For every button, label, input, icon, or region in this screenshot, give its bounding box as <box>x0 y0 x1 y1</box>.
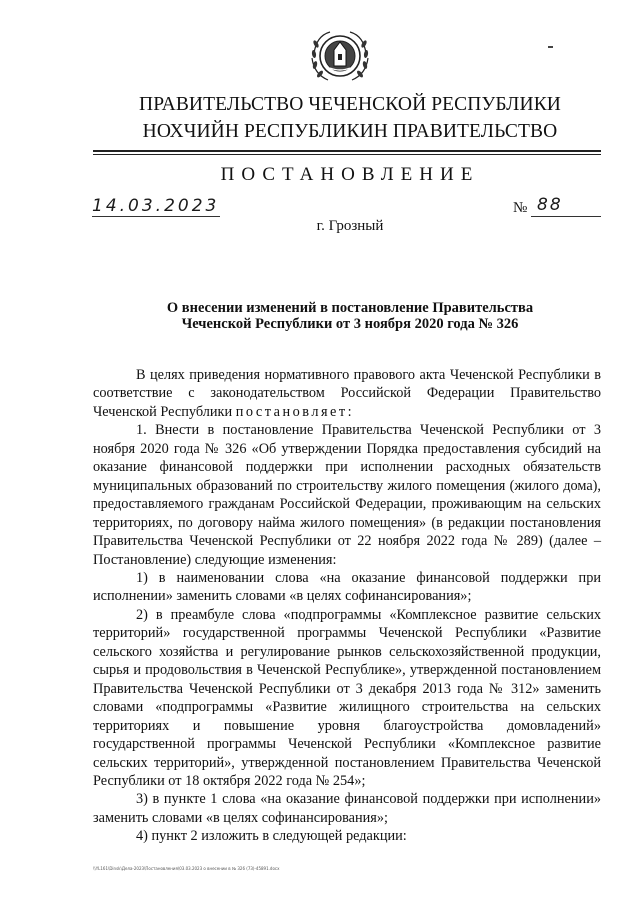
preamble-paragraph <box>93 366 601 421</box>
government-name-ce: НОХЧИЙН РЕСПУБЛИКИН ПРАВИТЕЛЬСТВО <box>142 121 558 142</box>
preamble-end: : <box>347 403 352 420</box>
document-subject <box>130 300 570 332</box>
header-rule-thin <box>93 154 601 155</box>
subitem-3-paragraph: 3) в пункте 1 слова «на оказание финансовой поддержки при исполнении» заменить словами «в целях софинансирования»; <box>93 791 601 826</box>
document-body <box>93 366 601 846</box>
government-name-ru: ПРАВИТЕЛЬСТВО ЧЕЧЕНСКОЙ РЕСПУБЛИКИ <box>139 94 561 115</box>
number-label: № <box>513 200 528 216</box>
item-1-paragraph: 1. Внести в постановление Правительства Чеченской Республики от 3 ноября 2020 года № 326 «Об утверждении Порядка предоставления субсидий на оказание финансовой поддержки при исполнении расходных обязательств муниципальных образований по строительству жилого помещения (жилого дома), предоставляемого гражданам Российской Федерации, проживающим на сельских территориях, по договору найма жилого помещения» (в редакции постановления Правительства Чеченской Республики от 22 ноября 2022 года № 289) (далее – Постановление) следующие изменения: <box>93 422 601 568</box>
preamble-keyword: постановляет <box>235 403 348 420</box>
document-date: 14.03.2023 <box>92 196 220 216</box>
document-city: г. Грозный <box>316 218 384 234</box>
document-number: 88 <box>537 195 563 215</box>
subitem-2-paragraph: 2) в преамбуле слова «подпрограммы «Комплексное развитие сельских территорий» государственной программы Чеченской Республики «Развитие сельского хозяйства и регулирование рынков сельскохозяйственной продукции, сырья и продовольствия в Чеченской Республике», утвержденной постановлением Правительства Чеченской Республики от 3 декабря 2013 года № 312» заменить словами «подпрограммы «Развитие жилищного строительства на сельских территориях и повышение уровня благоустройства домовладений» государственной программы Чеченской Республики «Комплексное развитие сельских территорий», утвержденной постановлением Правительства Чеченской Республики от 18 октября 2022 года № 254»; <box>93 606 601 789</box>
document-type: ПОСТАНОВЛЕНИЕ <box>220 164 480 185</box>
date-underline <box>92 216 220 217</box>
subject-line-2: Чеченской Республики от 3 ноября 2020 года № 326 <box>181 316 519 332</box>
number-underline <box>531 216 601 217</box>
subitem-4-paragraph: 4) пункт 2 изложить в следующей редакции: <box>136 828 407 845</box>
coat-of-arms-icon <box>304 24 376 86</box>
preamble-text: В целях приведения нормативного правового акта Чеченской Республики в соответствие с законодательством Российской Федерации Правительство Чеченской Республики <box>93 367 601 420</box>
subject-line-1: О внесении изменений в постановление Правительства <box>166 300 534 316</box>
header-rule-thick <box>93 150 601 152</box>
footer-file-code: \\YL161\Dinsk\Дела-2023\Постановления\03.03.2023 о внесении в № 326 (73)-45891.docx <box>93 866 280 871</box>
subitem-1-paragraph: 1) в наименовании слова «на оказание финансовой поддержки при исполнении» заменить словами «в целях софинансирования»; <box>93 569 601 605</box>
scan-artifact <box>548 46 553 48</box>
